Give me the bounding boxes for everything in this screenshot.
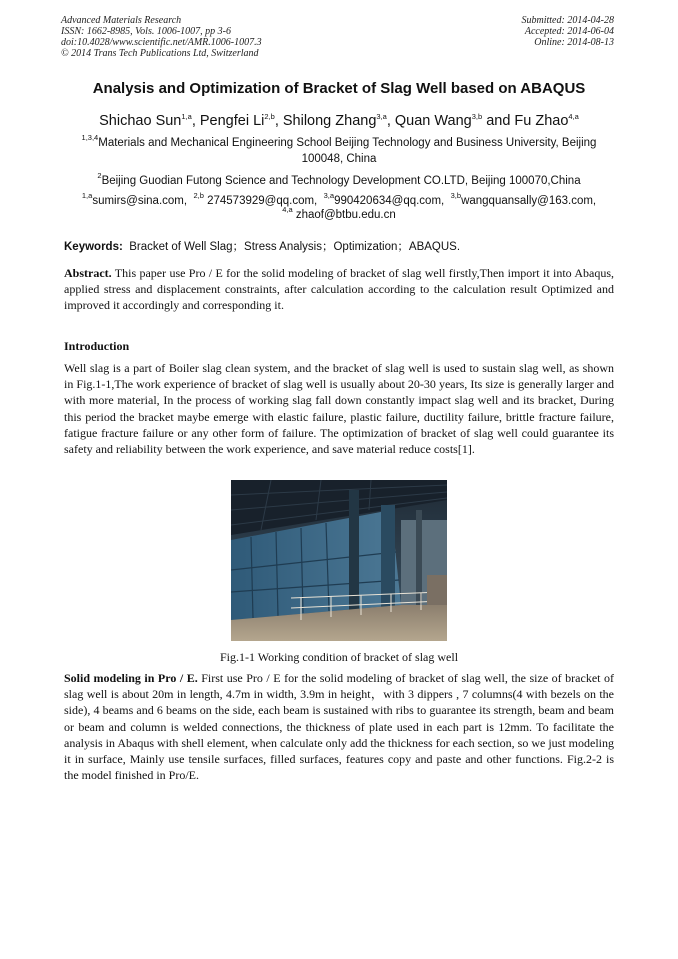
author-name: Pengfei Li [199, 113, 265, 129]
journal-header-left [61, 15, 262, 59]
email-link[interactable]: sumirs@sina.com, [92, 195, 188, 207]
author-name: Shichao Sun [99, 113, 182, 129]
email-sup: 3,a [323, 191, 335, 200]
author-list [40, 113, 638, 129]
accepted-date: Accepted: 2014-06-04 [524, 26, 614, 37]
author-sup: 2,b [264, 112, 275, 121]
affiliation-2 [60, 173, 618, 189]
keywords-label: Keywords: [64, 241, 123, 253]
figure-caption: Fig.1-1 Working condition of bracket of slag well [219, 650, 459, 664]
paper-title: Analysis and Optimization of Bracket of Slag Well based on ABAQUS [92, 80, 586, 97]
email-link[interactable]: wangquansally@163.com, [461, 195, 597, 207]
email-link[interactable]: 274573929@qq.com, [207, 195, 318, 207]
online-date: Online: 2014-08-13 [534, 37, 614, 48]
journal-name: Advanced Materials Research [61, 15, 182, 26]
figure-slag-well-photo [231, 480, 447, 641]
author-sep: and [482, 113, 515, 129]
submitted-date: Submitted: 2014-04-28 [521, 15, 614, 26]
solid-modeling-body: First use Pro / E for the solid modeling of bracket of slag well, the size of bracket of slag well is about 20m in length, 4.7m in width, 3.9m in height，with 3 dippers , 7 columns(4 with bezels on the side), 4 beams and 6 beams on the side, each beam is sustained with ribs to guarantee its strength, beam and beam or beam and column is welded connections, the thickness of plate used in each part is 12mm. To facilitate the analysis in Abaqus with shell element, when calculate only add the thickness for each section, so we just modeling it in surface, Mainly use tensile surfaces, filled surfaces, features copy and paste and other functions. Fig.2-2 is the model finished in Pro/E. [64, 671, 614, 783]
keywords [64, 238, 616, 254]
author-sep: , [191, 113, 200, 129]
abstract-label: Abstract. [64, 266, 112, 280]
abstract-text: This paper use Pro / E for the solid modeling of bracket of slag well firstly,Then import it into Abaqus, applied stress and displacement constraints, after calculation according to the calculation result Optimized and improved it accordingly and corresponding it. [64, 266, 614, 313]
author-sup: 3,a [376, 112, 387, 121]
affiliation-text: Materials and Mechanical Engineering School Beijing Technology and Business University, Beijing 100048, China [98, 137, 597, 165]
author-sep: , [386, 113, 395, 129]
email-sup: 2,b [193, 191, 204, 200]
author-sup: 1,a [181, 112, 192, 121]
solid-modeling-text [64, 670, 614, 783]
email-link[interactable]: zhaof@btbu.edu.cn [295, 209, 396, 221]
author-sep: , [274, 113, 283, 129]
solid-modeling-label: Solid modeling in Pro / E. [64, 671, 198, 685]
author-name: Shilong Zhang [282, 113, 377, 129]
affiliation-text: Beijing Guodian Futong Science and Technology Development CO.LTD, Beijing 100070,China [101, 175, 581, 187]
author-sup: 3,b [471, 112, 483, 121]
introduction-heading: Introduction [64, 339, 130, 353]
email-link[interactable]: 990420634@qq.com, [334, 195, 445, 207]
journal-copyright: © 2014 Trans Tech Publications Ltd, Switzerland [61, 48, 259, 59]
author-name: Fu Zhao [514, 113, 569, 129]
affiliation-1 [60, 135, 618, 167]
author-sup: 4,a [568, 112, 579, 121]
affiliation-sup: 2 [97, 171, 102, 180]
affiliation-sup: 1,3,4 [81, 133, 99, 142]
abstract [64, 265, 614, 314]
keywords-text: Bracket of Well Slag；Stress Analysis；Optimization；ABAQUS. [129, 241, 461, 253]
email-sup: 1,a [81, 191, 93, 200]
email-sup: 4,a [282, 205, 293, 214]
author-name: Quan Wang [394, 113, 472, 129]
journal-doi: doi:10.4028/www.scientific.net/AMR.1006-1007.3 [61, 37, 262, 48]
email-sup: 3,b [450, 191, 462, 200]
journal-issn: ISSN: 1662-8985, Vols. 1006-1007, pp 3-6 [61, 26, 231, 37]
email-list [60, 191, 618, 222]
journal-header-right [522, 15, 615, 48]
introduction-text: Well slag is a part of Boiler slag clean system, and the bracket of slag well is used to sustain slag well, as shown in Fig.1-1,The work experience of bracket of slag well is usually about 20-30 years, Its size is generally larger and with more material, In the process of working slag fall down constantly impact slag well and its bracket, During this period the bracket maybe emerge with elastic failure, plastic failure, ductility failure, brittle fracture failure, fatigue fracture failure or any other form of failure. The optimization of bracket of slag well could guarantee its safety and reliability between the work experience, and save material reduce costs[1]. [64, 361, 614, 457]
